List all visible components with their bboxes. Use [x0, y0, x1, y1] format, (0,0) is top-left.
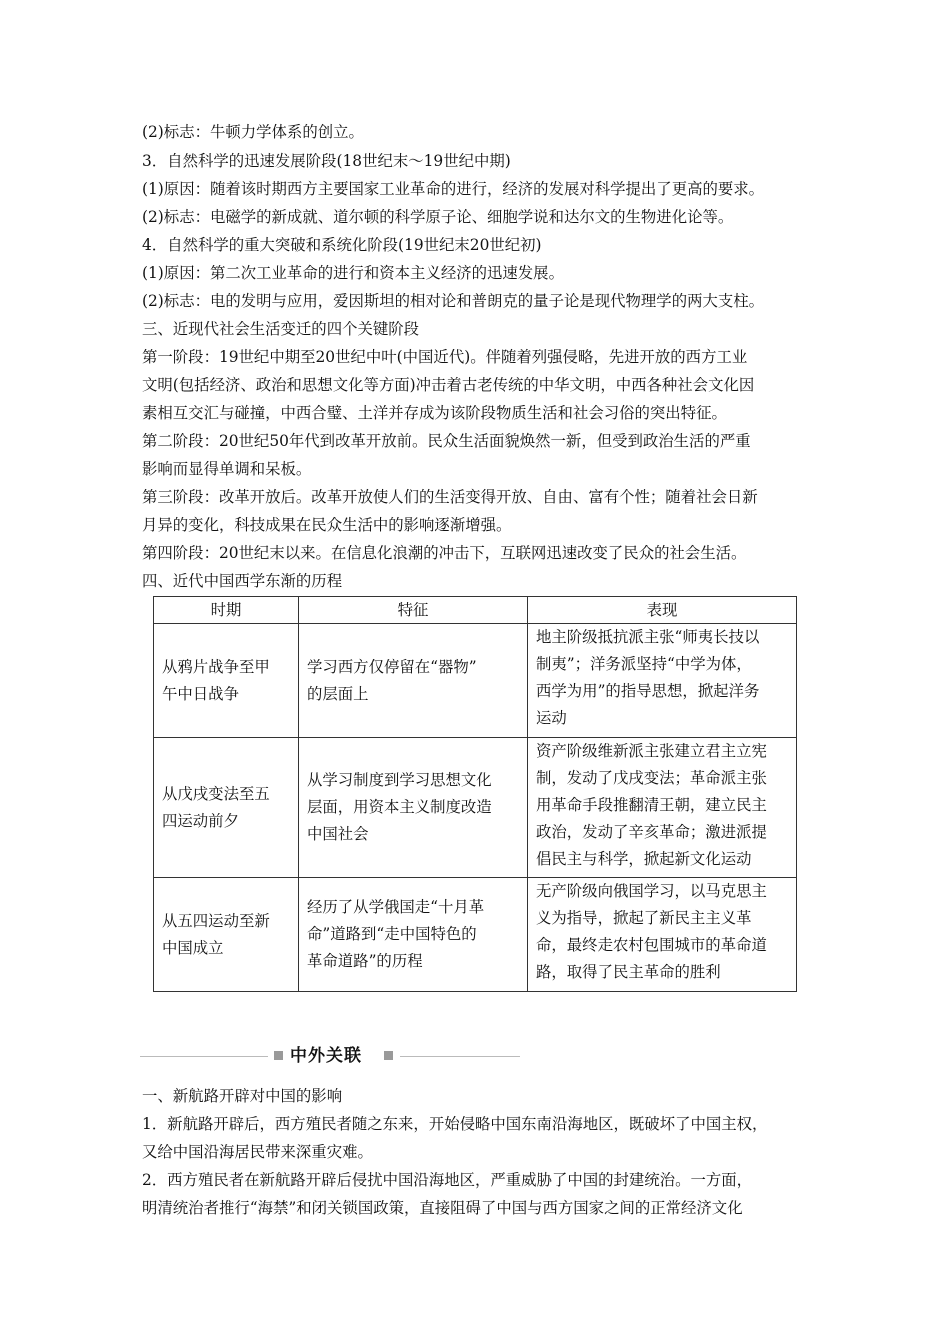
divider-left [140, 1056, 268, 1057]
text-line: (1)原因：随着该时期西方主要国家工业革命的进行，经济的发展对科学提出了更高的要求。 [142, 180, 765, 198]
feature-cell: 经历了从学俄国走“十月革 命”道路到“走中国特色的 革命道路”的历程 [299, 878, 528, 992]
header-cell-feature: 特征 [299, 597, 528, 624]
text-line: 又给中国沿海居民带来深重灾难。 [142, 1143, 373, 1161]
square-bullet-icon [274, 1051, 283, 1060]
table-header-row [154, 597, 797, 624]
text-line: 4．自然科学的重大突破和系统化阶段(19世纪末20世纪初) [142, 236, 542, 254]
section-banner [140, 1042, 520, 1070]
text-line: 1．新航路开辟后，西方殖民者随之东来，开始侵略中国东南沿海地区，既破坏了中国主权， [142, 1115, 768, 1133]
feature-cell: 学习西方仅停留在“器物” 的层面上 [299, 624, 528, 738]
square-bullet-icon [384, 1051, 393, 1060]
header-cell-period: 时期 [154, 597, 299, 624]
section-heading: 一、新航路开辟对中国的影响 [142, 1087, 343, 1105]
text-line: (2)标志：电磁学的新成就、道尔顿的科学原子论、细胞学说和达尔文的生物进化论等。 [142, 208, 734, 226]
expression-cell: 无产阶级向俄国学习，以马克思主 义为指导，掀起了新民主主义革 命，最终走农村包围城市的革命道 路，取得了民主革命的胜利 [528, 878, 797, 992]
table-row [154, 624, 797, 738]
text-line: 文明(包括经济、政治和思想文化等方面)冲击着古老传统的中华文明，中西各种社会文化因 [142, 376, 755, 394]
history-table [153, 596, 797, 992]
text-line: 素相互交汇与碰撞，中西合璧、土洋并存成为该阶段物质生活和社会习俗的突出特征。 [142, 404, 727, 422]
text-line: 月异的变化，科技成果在民众生活中的影响逐渐增强。 [142, 516, 512, 534]
text-line: 2．西方殖民者在新航路开辟后侵扰中国沿海地区，严重威胁了中国的封建统治。一方面， [142, 1171, 753, 1189]
expression-cell: 资产阶级维新派主张建立君主立宪 制，发动了戊戌变法；革命派主张 用革命手段推翻清王朝，建立民主 政治，发动了辛亥革命；激进派提 倡民主与科学，掀起新文化运动 [528, 738, 797, 878]
feature-cell: 从学习制度到学习思想文化 层面，用资本主义制度改造 中国社会 [299, 738, 528, 878]
text-line: 3．自然科学的迅速发展阶段(18世纪末～19世纪中期) [142, 152, 511, 170]
text-line: 明清统治者推行“海禁”和闭关锁国政策，直接阻碍了中国与西方国家之间的正常经济文化 [142, 1199, 743, 1217]
text-line: 第一阶段：19世纪中期至20世纪中叶(中国近代)。伴随着列强侵略，先进开放的西方工业 [142, 348, 748, 366]
section-heading: 三、近现代社会生活变迁的四个关键阶段 [142, 320, 420, 338]
header-cell-expression: 表现 [528, 597, 797, 624]
text-line: 第四阶段：20世纪末以来。在信息化浪潮的冲击下，互联网迅速改变了民众的社会生活。 [142, 544, 747, 562]
text-line: 第二阶段：20世纪50年代到改革开放前。民众生活面貌焕然一新，但受到政治生活的严重 [142, 432, 751, 450]
table-row [154, 738, 797, 878]
period-cell: 从五四运动至新 中国成立 [154, 878, 299, 992]
table-row [154, 878, 797, 992]
text-line: (2)标志：牛顿力学体系的创立。 [142, 123, 364, 141]
text-line: 影响而显得单调和呆板。 [142, 460, 312, 478]
text-line: (2)标志：电的发明与应用，爱因斯坦的相对论和普朗克的量子论是现代物理学的两大支柱。 [142, 292, 765, 310]
expression-cell: 地主阶级抵抗派主张“师夷长技以 制夷”；洋务派坚持“中学为体， 西学为用”的指导思想，掀起洋务 运动 [528, 624, 797, 738]
divider-right [400, 1056, 520, 1057]
text-line: (1)原因：第二次工业革命的进行和资本主义经济的迅速发展。 [142, 264, 564, 282]
section-heading: 四、近代中国西学东渐的历程 [142, 572, 343, 590]
section-title: 中外关联 [290, 1046, 362, 1066]
period-cell: 从戊戌变法至五 四运动前夕 [154, 738, 299, 878]
text-line: 第三阶段：改革开放后。改革开放使人们的生活变得开放、自由、富有个性；随着社会日新 [142, 488, 758, 506]
period-cell: 从鸦片战争至甲 午中日战争 [154, 624, 299, 738]
